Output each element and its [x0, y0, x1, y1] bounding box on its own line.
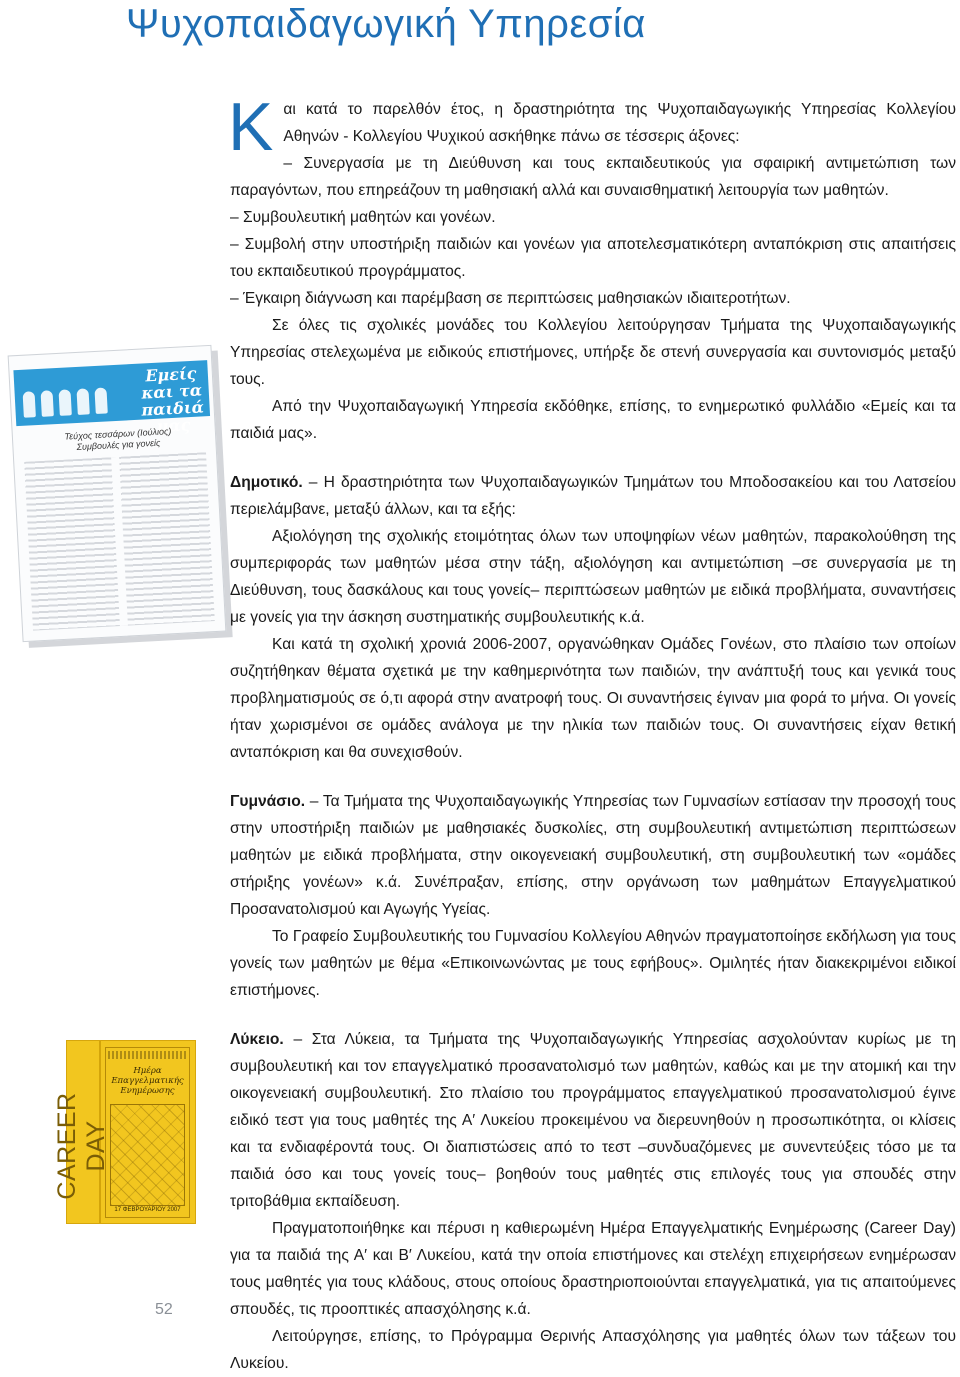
poster-side-text: CAREER DAY: [53, 1092, 110, 1200]
intro-bullet: – Έγκαιρη διάγνωση και παρέμβαση σε περιπτώσεις μαθησιακών ιδιαιτεροτήτων.: [230, 290, 791, 307]
poster-title: Ημέρα Επαγγελματικής Ενημέρωσης: [111, 1066, 184, 1096]
lykeio-heading: Λύκειο.: [230, 1031, 284, 1048]
drop-cap: Κ: [228, 89, 274, 165]
poster-illustration: [110, 1104, 185, 1206]
intro-paragraph-3: Από την Ψυχοπαιδαγωγική Υπηρεσία εκδόθηκε, επίσης, το ενημερωτικό φυλλάδιο «Εμείς και τα παιδιά μας».: [230, 398, 956, 442]
dimotiko-heading: Δημοτικό.: [230, 474, 303, 491]
intro-paragraph-2: Σε όλες τις σχολικές μονάδες του Κολλεγίου λειτούργησαν Τμήματα της Ψυχοπαιδαγωγικής Υπηρεσίας στελεχωμένα με ειδικούς επιστήμονες, υπήρξε δε στενή συνεργασία και συντονισμός μεταξύ τους.: [230, 317, 956, 388]
lykeio-section: [230, 1026, 956, 1215]
article-body: [228, 89, 956, 1377]
poster-header-text: [108, 1051, 187, 1059]
career-day-poster-image: [53, 1040, 196, 1224]
poster-panel: [105, 1047, 190, 1218]
gymnasio-paragraph-2: Το Γραφείο Συμβουλευτικής του Γυμνασίου Κολλεγίου Αθηνών πραγματοποίησε εκδήλωση για τους γονείς των μαθητών με θέμα «Επικοινωνώντας με τους εφήβους». Ομιλητές ήταν διακεκριμένοι ειδικοί επιστήμονες.: [230, 928, 956, 999]
gymnasio-heading: Γυμνάσιο.: [230, 793, 306, 810]
gymnasio-lead: – Τα Τμήματα της Ψυχοπαιδαγωγικής Υπηρεσίας των Γυμνασίων εστίασαν την προσοχή τους στην υποστήριξη παιδιών με μαθησιακές δυσκολίες, στη συμβουλευτική αντιμετώπιση περιπτώσεων μαθητών με ειδικά προβλήματα, στην οικογενειακή συμβουλευτική, στη συμβουλευτική των «ομάδες στήριξης γονέων» κ.ά. Συνέπραξαν, επίσης, στην οργάνωση των μαθημάτων Επαγγελματικού Προσανατολισμού και Αγωγής Υγείας.: [230, 793, 956, 918]
poster-side-band: [53, 1041, 110, 1223]
dimotiko-paragraph-2: Αξιολόγηση της σχολικής ετοιμότητας όλων των υποψηφίων νέων μαθητών, παρακολούθηση της συμπεριφοράς των μαθητών μέσα στην τάξη, αξιολόγηση και αντιμετώπιση –σε συνεργασία με τη Διεύθυνση, τους δασκάλους και τους γονείς– περιπτώσεων μαθητών με ειδικά προβλήματα, συναντήσεις με γονείς για την άσκηση συστηματικής συμβουλευτικής κ.ά.: [230, 528, 956, 626]
poster-date: 17 ΦΕΒΡΟΥΑΡΙΟΥ 2007: [114, 1207, 181, 1213]
page-title: Ψυχοπαιδαγωγική Υπηρεσία: [126, 2, 646, 46]
lykeio-paragraph-3: Λειτούργησε, επίσης, το Πρόγραμμα Θερινής Απασχόλησης για μαθητές όλων των τάξεων του Λυκείου.: [230, 1328, 956, 1372]
dimotiko-paragraph-3: Και κατά τη σχολική χρονιά 2006-2007, οργανώθηκαν Ομάδες Γονέων, στο πλαίσιο των οποίων συζητήθηκαν θέματα σχετικά με την καθημερινότητα των παιδιών, την ανάπτυξή τους και γενικά τους προβληματισμούς σε ό,τι αφορά στην ανατροφή τους. Οι συναντήσεις έγιναν μια φορά το μήνα. Οι γονείς ήταν χωρισμένοι σε ομάδες ανάλογα με την ηλικία των παιδιών τους. Οι συναντήσεις είχαν θετική ανταπόκριση και θα συνεχισθούν.: [230, 636, 956, 761]
intro-text: αι κατά το παρελθόν έτος, η δραστηριότητα της Ψυχοπαιδαγωγικής Υπηρεσίας Κολλεγίου Αθηνών - Κολλεγίου Ψυχικού ασκήθηκε πάνω σε τέσσερις άξονες:: [283, 101, 956, 145]
newsletter-text-columns: [24, 452, 215, 630]
dimotiko-lead: – Η δραστηριότητα των Ψυχοπαιδαγωγικών Τμημάτων του Μποδοσακείου και του Λατσείου περιελάμβανε, μεταξύ άλλων, και τα εξής:: [230, 474, 956, 518]
children-figures-icon: [23, 387, 114, 423]
newsletter-subtitle: Τεύχος τεσσάρων (Ιούλιος) Συμβουλές για γονείς: [64, 426, 172, 453]
dimotiko-section: [230, 469, 956, 523]
gymnasio-section: [230, 788, 956, 923]
intro-bullet: – Συνεργασία με τη Διεύθυνση και τους εκπαιδευτικούς για σφαιρική αντιμετώπιση των παραγόντων, που επηρεάζουν τη μαθησιακή αλλά και συναισθηματική λειτουργία των μαθητών.: [230, 155, 956, 199]
intro-bullet: – Συμβουλευτική μαθητών και γονέων.: [230, 209, 496, 226]
lykeio-paragraph-2: Πραγματοποιήθηκε και πέρυσι η καθιερωμένη Ημέρα Επαγγελματικής Ενημέρωσης (Career Day) για τα παιδιά της Α′ και Β′ Λυκείου, κατά την οποία επιστήμονες και στελέχη επιχειρήσεων ενημέρωσαν τους μαθητές για τους κλάδους, στους οποίους δραστηριοποιούνται επαγγελματικά, για τις απαιτούμενες σπουδές, τις προοπτικές απασχόλησης κ.ά.: [230, 1220, 956, 1318]
lykeio-lead: – Στα Λύκεια, τα Τμήματα της Ψυχοπαιδαγωγικής Υπηρεσίας ασχολούνταν κυρίως με τη συμβουλευτική και τον επαγγελματικό προσανατολισμό των μαθητών, καθώς και με την ατομική και την οικογενειακή συμβουλευτική. Στο πλαίσιο του προγράμματος επαγγελματικού προσανατολισμού έγινε ειδικό τεστ για τους μαθητές της Α′ Λυκείου προκειμένου να διερευνηθούν η προσωπικότητα, οι κλίσεις και τα ενδιαφέροντά τους. Οι διαπιστώσεις από το τεστ –συνδυαζόμενες με συνεντεύξεις τόσο με τα παιδιά όσο και τους γονείς τους– βοηθούν τους μαθητές στις επιλογές τους για σπουδές στην τριτοβάθμια εκπαίδευση.: [230, 1031, 956, 1210]
newsletter-title: Εμείς και τα παιδιά μας: [140, 363, 205, 436]
newsletter-cover-image: [8, 345, 227, 642]
newsletter-banner: [13, 360, 210, 436]
intro-bullet: – Συμβολή στην υποστήριξη παιδιών και γονέων για αποτελεσματικότερη ανταπόκριση στις απαιτήσεις του εκπαιδευτικού προγράμματος.: [230, 236, 956, 280]
page-number: 52: [155, 1301, 173, 1318]
intro-paragraph: [228, 89, 956, 165]
